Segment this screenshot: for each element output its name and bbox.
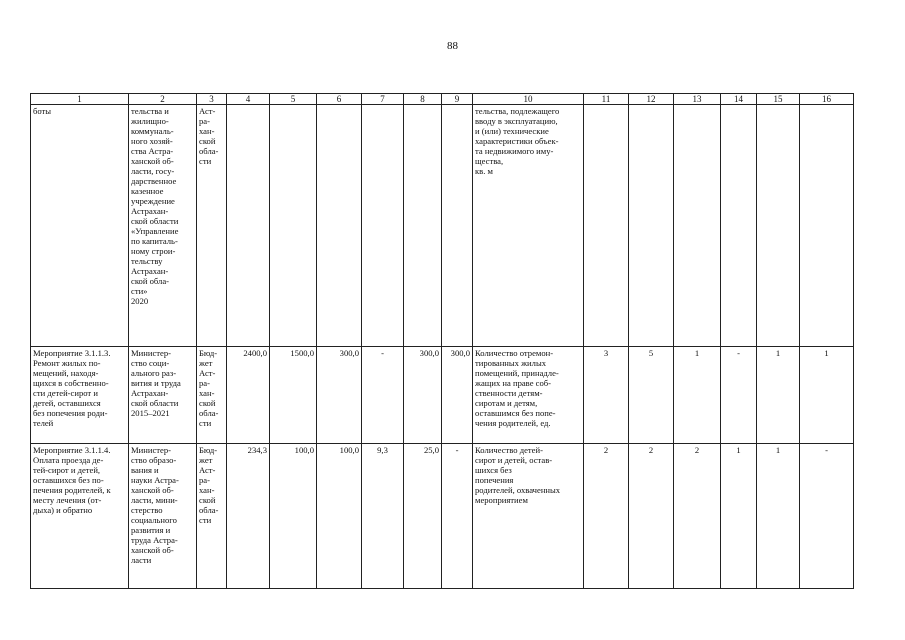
column-header: 13 xyxy=(674,94,721,105)
table-cell xyxy=(270,105,317,347)
column-header: 4 xyxy=(227,94,270,105)
table-cell: Бюд- жет Аст- ра- хан- ской обла- сти xyxy=(197,347,227,444)
table-cell: 300,0 xyxy=(442,347,473,444)
table-cell: - xyxy=(800,444,854,589)
column-header: 8 xyxy=(404,94,442,105)
table-row xyxy=(31,105,854,347)
column-number-row xyxy=(31,94,854,105)
table-cell: Министер- ство образо- вания и науки Астра- ханской об- ласти, мини- стерство социального развития и труда Астра- ханской об- ласти xyxy=(129,444,197,589)
table-cell xyxy=(404,105,442,347)
table-cell: 3 xyxy=(584,347,629,444)
table-cell: 1 xyxy=(757,444,800,589)
table-cell: Мероприятие 3.1.1.3. Ремонт жилых по- мещений, находя- щихся в собственно- сти детей-сирот и детей, оставшихся без попечения роди- телей xyxy=(31,347,129,444)
column-header: 11 xyxy=(584,94,629,105)
program-table xyxy=(30,93,854,589)
table-cell: 1 xyxy=(721,444,757,589)
table-cell: 300,0 xyxy=(404,347,442,444)
table-cell xyxy=(317,105,362,347)
column-header: 6 xyxy=(317,94,362,105)
table-cell: 2400,0 xyxy=(227,347,270,444)
table-cell: 300,0 xyxy=(317,347,362,444)
table-cell xyxy=(442,105,473,347)
table-cell: Мероприятие 3.1.1.4. Оплата проезда де- тей-сирот и детей, оставшихся без по- печения родителей, к месту лечения (от- дыха) и обратно xyxy=(31,444,129,589)
table-cell: 1 xyxy=(674,347,721,444)
table-cell xyxy=(800,105,854,347)
column-header: 14 xyxy=(721,94,757,105)
table-cell: 100,0 xyxy=(317,444,362,589)
table-cell: - xyxy=(362,347,404,444)
table-cell: 1 xyxy=(800,347,854,444)
table-cell: 100,0 xyxy=(270,444,317,589)
table-cell xyxy=(757,105,800,347)
table-cell xyxy=(362,105,404,347)
table-cell: тельства, подлежащего вводу в эксплуатацию, и (или) технические характеристики объек- та недвижимого иму- щества, кв. м xyxy=(473,105,584,347)
column-header: 1 xyxy=(31,94,129,105)
table-cell: Количество детей- сирот и детей, остав- шихся без попечения родителей, охваченных мероприятием xyxy=(473,444,584,589)
column-header: 10 xyxy=(473,94,584,105)
column-header: 16 xyxy=(800,94,854,105)
column-header: 3 xyxy=(197,94,227,105)
table-cell: - xyxy=(442,444,473,589)
table-row xyxy=(31,444,854,589)
table-cell: 5 xyxy=(629,347,674,444)
table-cell: 25,0 xyxy=(404,444,442,589)
table-cell: 2 xyxy=(674,444,721,589)
table-cell: Министер- ство соци- ального раз- вития и труда Астрахан- ской области 2015–2021 xyxy=(129,347,197,444)
table-cell xyxy=(227,105,270,347)
table-cell: Бюд- жет Аст- ра- хан- ской обла- сти xyxy=(197,444,227,589)
table-cell: 1 xyxy=(757,347,800,444)
column-header: 9 xyxy=(442,94,473,105)
table-cell: 234,3 xyxy=(227,444,270,589)
table-cell: 1500,0 xyxy=(270,347,317,444)
column-header: 7 xyxy=(362,94,404,105)
column-header: 12 xyxy=(629,94,674,105)
table-cell xyxy=(629,105,674,347)
table-cell: Количество отремон- тированных жилых помещений, принадле- жащих на праве соб- ственности детям- сиротам и детям, оставшимся без попе- чения родителей, ед. xyxy=(473,347,584,444)
table-cell: 2 xyxy=(584,444,629,589)
table-cell: тельства и жилищно- коммуналь- ного хозяй- ства Астра- ханской об- ласти, госу- дарственное казенное учреждение Астрахан- ской области «Управление по капиталь- ному строи- тельству Астрахан- ской обла- сти» 2020 xyxy=(129,105,197,347)
column-header: 2 xyxy=(129,94,197,105)
table-cell: Аст- ра- хан- ской обла- сти xyxy=(197,105,227,347)
table-cell: боты xyxy=(31,105,129,347)
table-cell xyxy=(584,105,629,347)
column-header: 5 xyxy=(270,94,317,105)
table-cell: 9,3 xyxy=(362,444,404,589)
table-cell xyxy=(721,105,757,347)
column-header: 15 xyxy=(757,94,800,105)
table-cell: 2 xyxy=(629,444,674,589)
table-cell xyxy=(674,105,721,347)
table-row xyxy=(31,347,854,444)
page-number: 88 xyxy=(447,40,458,52)
table-cell: - xyxy=(721,347,757,444)
